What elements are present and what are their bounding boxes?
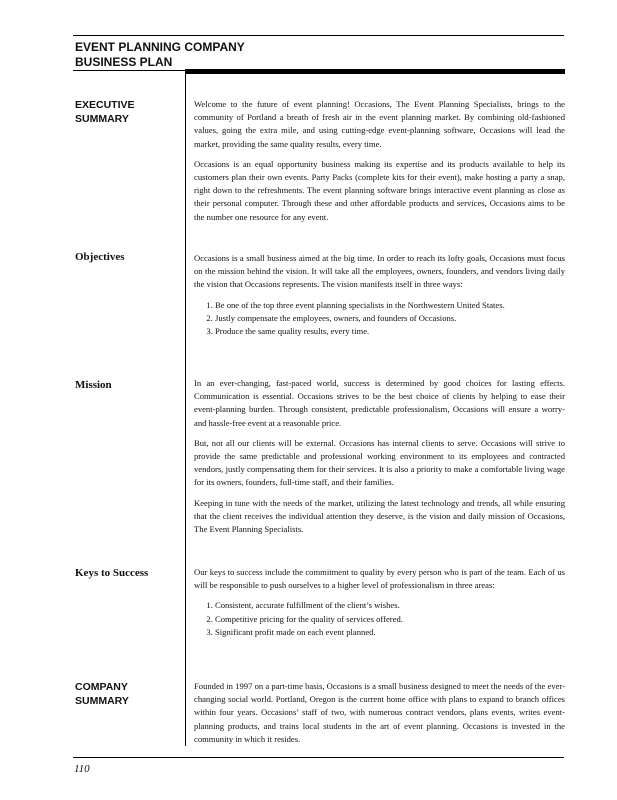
- list-item: 1. Be one of the top three event planning specialists in the Northwestern United States.: [215, 299, 565, 312]
- mission-body: [194, 377, 565, 543]
- objectives-body: [194, 252, 565, 338]
- executive-summary-paragraph-1: Welcome to the future of event planning! Occasions, The Event Planning Specialists, brings to the community of Portland a breath of fresh air in the event planning market. By combining old-fashioned values, going the extra mile, and using cutting-edge event-planning software, Occasions will lead the market, providing the same quality results, every time.: [194, 99, 565, 149]
- mission-paragraph-2: But, not all our clients will be external. Occasions has internal clients to serve. Occasions will strive to provide the same predictable and professional working environment to its employees and contracted vendors, justly compensating them for their services. It is also a priority to make a comfortable living wage for its owners, founders, full-time staff, and their families.: [194, 437, 565, 488]
- keys-to-success-heading: Keys to Success: [75, 567, 149, 579]
- page-number: 110: [74, 763, 90, 775]
- list-item: 3. Significant profit made on each event planned.: [215, 626, 565, 639]
- title-line-1: EVENT PLANNING COMPANY: [75, 40, 245, 54]
- objectives-paragraph: Occasions is a small business aimed at the big time. In order to reach its lofty goals, Occasions must focus on the mission behind the vision. It will take all the employees, owners, founders, and vendors living daily the vision that Occasions represents. The vision manifests itself in three ways:: [194, 253, 565, 290]
- list-item: 2. Competitive pricing for the quality of services offered.: [215, 613, 565, 626]
- company-summary-body: [194, 680, 565, 753]
- keys-to-success-paragraph: Our keys to success include the commitment to quality by every person who is part of the team. Each of us will be responsible to push ourselves to a higher level of professionalism in three areas:: [194, 567, 565, 591]
- mission-heading: Mission: [75, 379, 112, 391]
- company-summary-paragraph: Founded in 1997 on a part-time basis, Occasions is a small business designed to meet the needs of the ever-changing social world. Portland, Oregon is the current home office with plans to expand to branch offices within four years. Occasions’ staff of two, with numerous contract vendors, plans events, writes event-planning products, and trains local students in the art of event planning. Occasions is invested in the community in which it resides.: [194, 681, 565, 744]
- mission-paragraph-3: Keeping in tune with the needs of the market, utilizing the latest technology and trends, all while ensuring that the client receives the individual attention they deserve, is the vision and daily mission of Occasions, The Event Planning Specialists.: [194, 497, 565, 535]
- list-item: 2. Justly compensate the employees, owners, and founders of Occasions.: [215, 312, 565, 325]
- list-item: 3. Produce the same quality results, every time.: [215, 325, 565, 338]
- document-title: [75, 40, 245, 70]
- column-divider: [185, 74, 186, 746]
- mission-paragraph-1: In an ever-changing, fast-paced world, success is determined by good choices for lasting effects. Communication is essential. Occasions strives to be the best choice of clients by helping to ease their event-planning burden. Through consistent, predictable professionalism, Occasions will ensure a worry- and hassle-free event at a reasonable price.: [194, 378, 565, 428]
- executive-summary-body: [194, 98, 565, 231]
- executive-summary-heading: EXECUTIVE SUMMARY: [75, 99, 135, 125]
- keys-to-success-list: [194, 599, 565, 639]
- objectives-list: [194, 299, 565, 339]
- header-thin-rule: [73, 70, 185, 71]
- objectives-heading: Objectives: [75, 251, 125, 263]
- top-rule: [73, 35, 564, 36]
- keys-to-success-body: [194, 566, 565, 639]
- header-thick-rule: [185, 69, 565, 74]
- title-line-2: BUSINESS PLAN: [75, 55, 173, 69]
- list-item: 1. Consistent, accurate fulfillment of the client’s wishes.: [215, 599, 565, 612]
- company-summary-heading: COMPANY SUMMARY: [75, 681, 129, 707]
- footer-rule: [73, 757, 564, 758]
- executive-summary-paragraph-2: Occasions is an equal opportunity business making its expertise and its products available to help its customers plan their own events. Party Packs (complete kits for their event), make hosting a party a snap, right down to the refreshments. The event planning software brings interactive event planning as close as their personal computer. Through these and other affordable products and services, Occasions aims to be the number one resource for any event.: [194, 158, 565, 222]
